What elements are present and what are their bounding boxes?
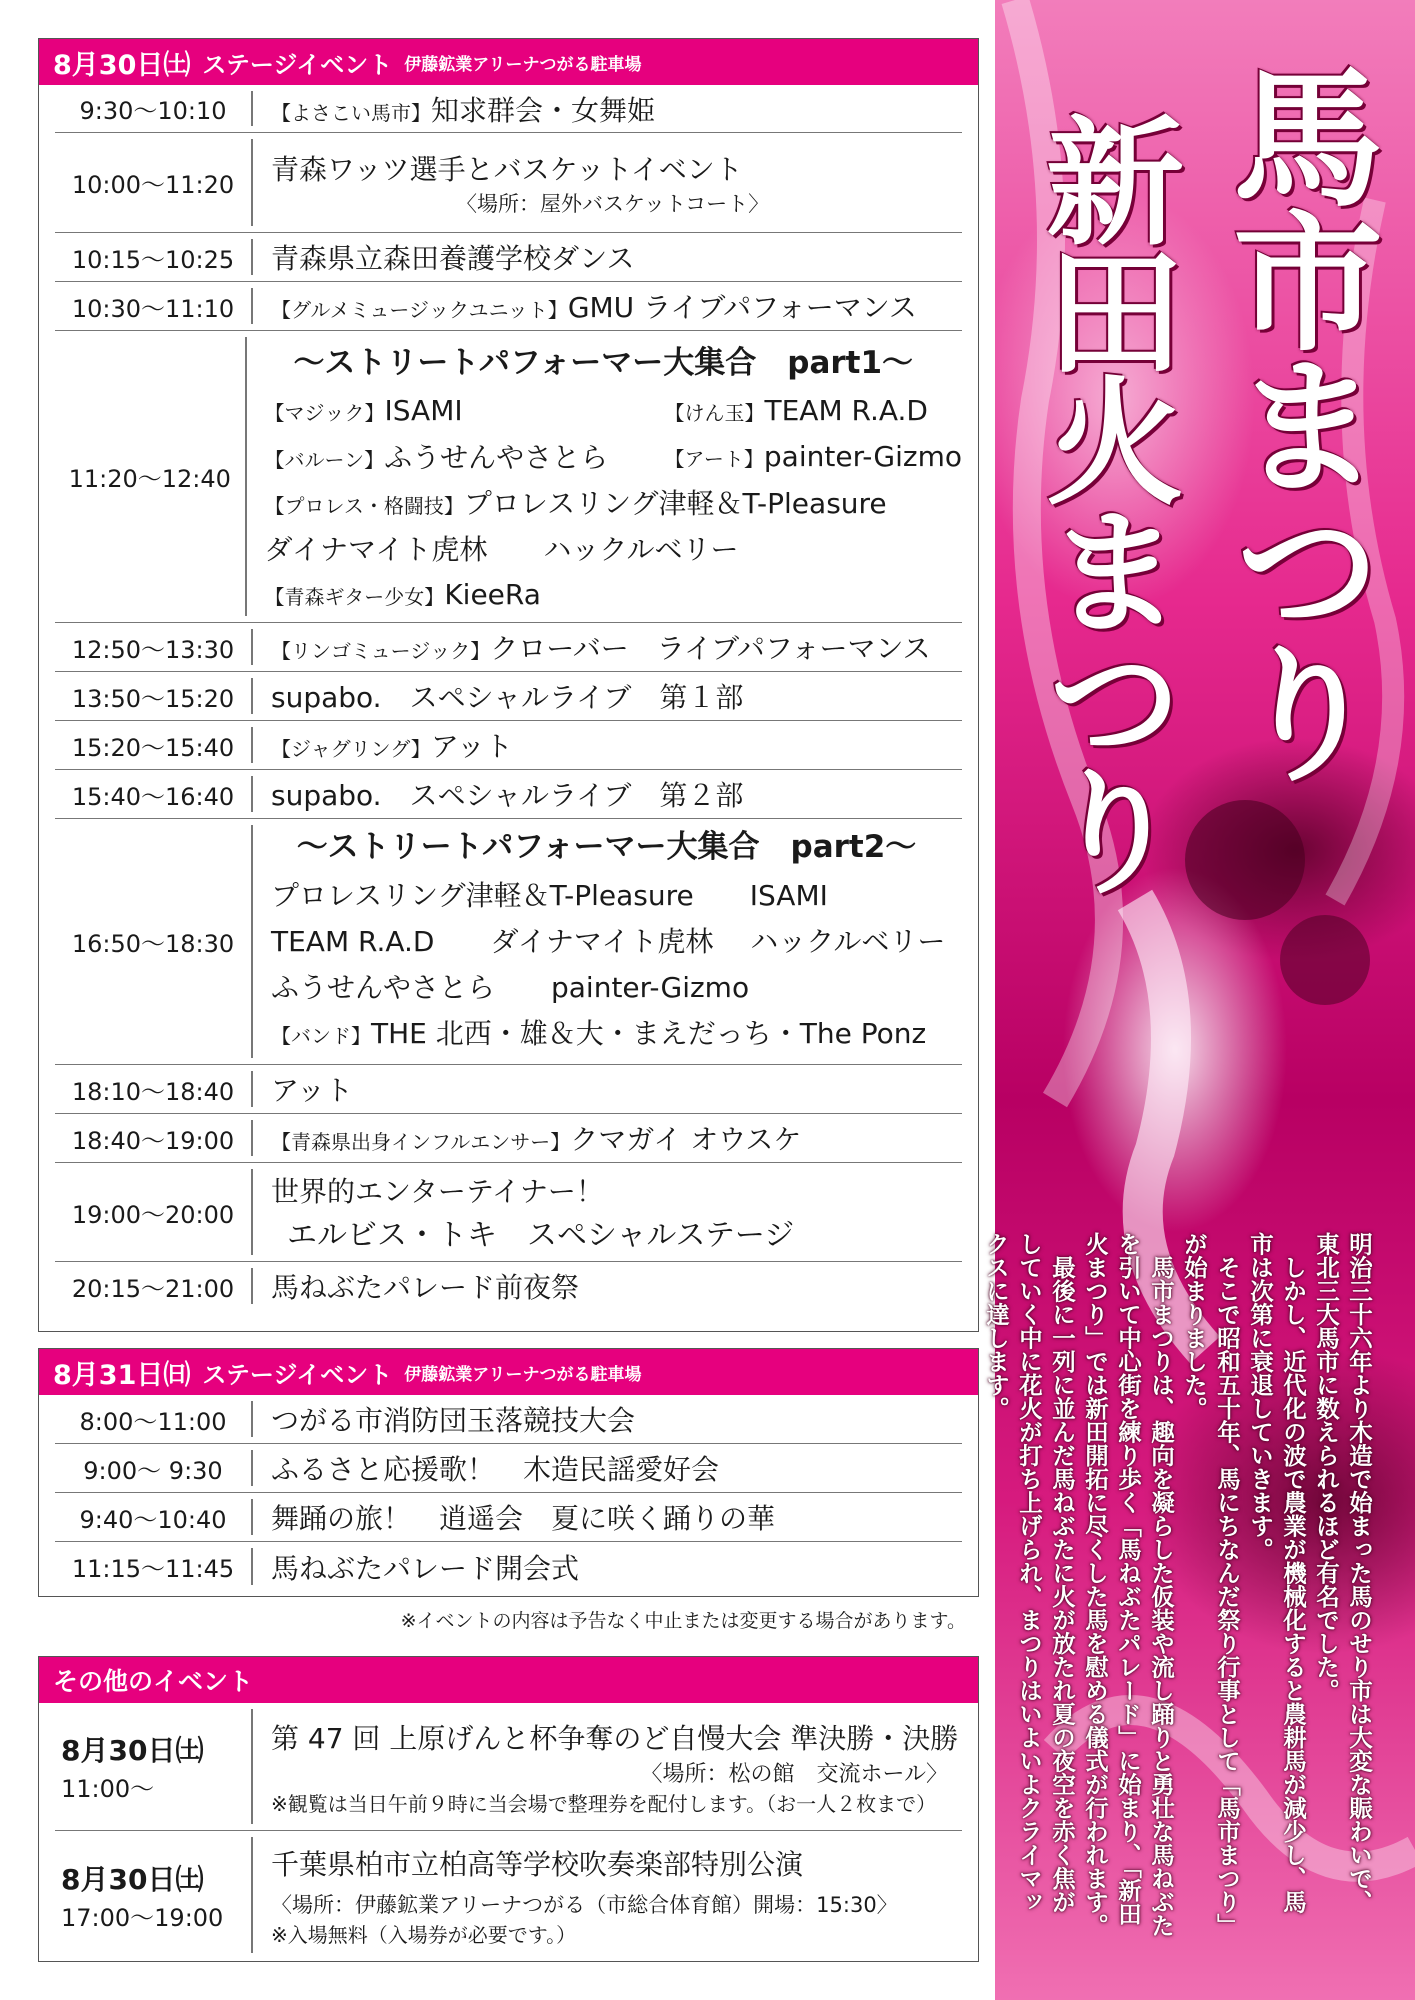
row-time: 19:00～20:00 [71, 1200, 235, 1229]
row-text: アット [271, 1074, 354, 1107]
schedule-row [55, 1493, 962, 1542]
day2-schedule [38, 1348, 979, 1597]
row-time: 15:20～15:40 [71, 733, 235, 762]
schedule-row [55, 1163, 962, 1262]
event-note: ※観覧は当日午前９時に当会場で整理券を配付します。（お一人２枚まで） [271, 1791, 937, 1816]
event-place: 〈場所：松の館 交流ホール〉 [640, 1761, 948, 1787]
event-row [55, 1831, 962, 1959]
row-tag: 【青森県出身インフルエンサー】 [271, 1130, 571, 1154]
row-tag: 【ジャグリング】 [271, 737, 431, 761]
desc-line: していく中に花火が打ち上げられ、まつりはいよいよクライマッ [1015, 1232, 1043, 1914]
schedule-row [55, 1114, 962, 1163]
day1-date: 8月30日㈯ [53, 49, 191, 81]
desc-line: 市は次第に衰退していきます。 [1246, 1232, 1274, 1561]
row-text: アット [430, 730, 513, 763]
schedule-row [55, 1395, 962, 1444]
row-tag: 【アート】 [664, 446, 764, 471]
row-text: 青森県立森田養護学校ダンス [271, 242, 635, 275]
event-date: 8月30日㈯ [61, 1734, 204, 1767]
performer: KieeRa [444, 577, 541, 611]
performer: TEAM R.A.D [764, 393, 928, 427]
row-text: 馬ねぶたパレード開会式 [271, 1551, 580, 1585]
row-time: 16:50～18:30 [71, 930, 235, 958]
change-notice: ※イベントの内容は予告なく中止または変更する場合があります。 [400, 1610, 966, 1632]
row-time: 18:40～19:00 [71, 1126, 235, 1155]
row-text: supabo. スペシャルライブ 第１部 [271, 681, 744, 714]
performer-line: プロレスリング津軽＆T-Pleasure ISAMI [271, 879, 828, 912]
event-title: 千葉県柏市立柏高等学校吹奏楽部特別公演 [271, 1847, 804, 1881]
schedule-row [55, 1444, 962, 1493]
row-tag: 【グルメミュージックユニット】 [271, 298, 568, 322]
day2-header [39, 1349, 978, 1395]
schedule-row [55, 133, 962, 233]
day1-venue: 伊藤鉱業アリーナつがる駐車場 [404, 54, 642, 75]
row-time: 10:15～10:25 [71, 245, 235, 274]
schedule-row [55, 1262, 962, 1310]
event-title: 第 47 回 上原げんと杯争奪のど自慢大会 準決勝・決勝 [271, 1721, 959, 1755]
day2-title: ステージイベント [202, 1360, 393, 1389]
row-tag: 【よさこい馬市】 [271, 100, 431, 125]
performer: THE 北西・雄＆大・まえだっち・The Ponz [371, 1017, 927, 1050]
schedule-row [55, 85, 962, 133]
row-time: 9:30～10:10 [79, 97, 227, 125]
event-place: 〈場所：伊藤鉱業アリーナつがる（市総合体育館）開場：15:30〉 [271, 1892, 898, 1917]
day2-date: 8月31日㈰ [53, 1359, 191, 1391]
row-text: クローバー ライブパフォーマンス [490, 632, 931, 665]
row-tag: 【リンゴミュージック】 [271, 639, 491, 663]
row-time: 10:30～11:10 [71, 294, 235, 323]
poster-title-shinden: 新田火まつり [1023, 110, 1186, 890]
desc-line: クスに達します。 [982, 1232, 1010, 1420]
schedule-row [55, 770, 962, 819]
performer: painter-Gizmo [763, 439, 962, 473]
row-text: ふるさと応援歌！ 木造民謡愛好会 [271, 1453, 720, 1486]
performer: ふうせんやさとら [384, 441, 609, 474]
performer-line: ふうせんやさとら painter-Gizmo [271, 971, 750, 1004]
event-time: 11:00～ [61, 1775, 155, 1803]
row-tag: 【バルーン】 [264, 448, 385, 472]
row-text: supabo. スペシャルライブ 第２部 [271, 779, 744, 812]
performer-line: TEAM R.A.D ダイナマイト虎林 ハックルベリー [271, 925, 946, 958]
row-tag: 【バンド】 [271, 1024, 371, 1048]
schedule-row [55, 1065, 962, 1114]
row-text: 舞踊の旅！ 逍遥会 夏に咲く踊りの華 [271, 1502, 776, 1535]
street1-heading: ～ストリートパフォーマー大集合 part1～ [293, 345, 914, 381]
day2-venue: 伊藤鉱業アリーナつがる駐車場 [404, 1364, 642, 1385]
row-text: エルビス・トキ スペシャルステージ [287, 1218, 795, 1253]
row-text: 青森ワッツ選手とバスケットイベント [271, 152, 743, 186]
desc-line: が始まりました。 [1180, 1232, 1208, 1420]
desc-line: を引いて中心街を練り歩く「馬ねぶたパレード」に始まり、「新田 [1114, 1232, 1142, 1926]
row-time: 18:10～18:40 [71, 1077, 235, 1106]
row-text: 知求群会・女舞姫 [431, 93, 656, 127]
row-text: 馬ねぶたパレード前夜祭 [271, 1271, 580, 1304]
poster-title-umaichi: 馬市まつり [1207, 60, 1383, 780]
desc-line: 東北三大馬市に数えられるほど有名でした。 [1312, 1232, 1340, 1702]
schedule-row [55, 1542, 962, 1591]
row-time: 8:00～11:00 [79, 1407, 227, 1436]
street2-heading: ～ストリートパフォーマー大集合 part2～ [296, 829, 917, 865]
performer: ダイナマイト虎林 ハックルベリー [264, 533, 739, 566]
schedule-row [55, 672, 962, 721]
row-time: 13:50～15:20 [71, 684, 235, 713]
row-tag: 【マジック】 [264, 400, 385, 425]
day1-header [39, 39, 978, 85]
schedule-row-street1 [55, 331, 962, 623]
event-date: 8月30日㈯ [61, 1862, 204, 1896]
festival-poster [982, 0, 1415, 2000]
row-time: 12:50～13:30 [71, 635, 235, 664]
row-time: 11:20～12:40 [68, 465, 231, 493]
event-row [55, 1703, 962, 1831]
performer: ISAMI [384, 393, 463, 427]
row-time: 9:40～10:40 [79, 1505, 227, 1534]
row-time: 20:15～21:00 [71, 1274, 235, 1303]
row-tag: 【けん玉】 [664, 400, 765, 425]
other-events [38, 1656, 979, 1962]
festival-description [979, 1232, 1375, 1952]
row-text: GMU ライブパフォーマンス [567, 291, 917, 324]
desc-line: 火まつり」では新田開拓に尽くした馬を慰める儀式が行われます。 [1081, 1232, 1109, 1937]
desc-line: そこで昭和五十年、馬にちなんだ祭り行事として「馬市まつり」 [1213, 1232, 1241, 1937]
other-events-title: その他のイベント [53, 1667, 254, 1696]
schedule-row [55, 623, 962, 672]
schedule-row [55, 282, 962, 331]
event-note: ※入場無料（入場券が必要です。） [271, 1922, 577, 1947]
row-text: クマガイ オウスケ [570, 1123, 802, 1156]
desc-line: 最後に一列に並んだ馬ねぶたに火が放たれ夏の夜空を赤く焦が [1048, 1232, 1076, 1914]
row-tag: 【青森ギター少女】 [264, 584, 445, 609]
other-events-header [39, 1657, 978, 1703]
event-time: 17:00～19:00 [61, 1903, 224, 1932]
row-time: 9:00～ 9:30 [83, 1456, 223, 1485]
day1-title: ステージイベント [202, 50, 393, 79]
row-text: 世界的エンターテイナー！ [271, 1175, 604, 1208]
row-tag: 【プロレス・格闘技】 [264, 494, 464, 518]
desc-line: しかし、近代化の波で農業が機械化すると農耕馬が減少し、馬 [1279, 1232, 1307, 1914]
schedule-row [55, 721, 962, 770]
desc-line: 明治三十六年より木造で始まった馬のせり市は大変な賑わいで、 [1345, 1232, 1373, 1914]
row-text: つがる市消防団玉落競技大会 [271, 1404, 636, 1437]
day1-schedule [38, 38, 979, 1332]
row-time: 11:15～11:45 [71, 1555, 235, 1583]
schedule-row-street2 [55, 819, 962, 1065]
performer: プロレスリング津軽＆T-Pleasure [463, 487, 887, 520]
desc-line: 馬市まつりは、趣向を凝らした仮装や流し踊りと勇壮な馬ねぶた [1147, 1232, 1175, 1937]
row-sub: 〈場所：屋外バスケットコート〉 [456, 191, 770, 216]
schedule-row [55, 233, 962, 282]
row-time: 15:40～16:40 [71, 782, 235, 811]
row-time: 10:00～11:20 [71, 171, 235, 199]
